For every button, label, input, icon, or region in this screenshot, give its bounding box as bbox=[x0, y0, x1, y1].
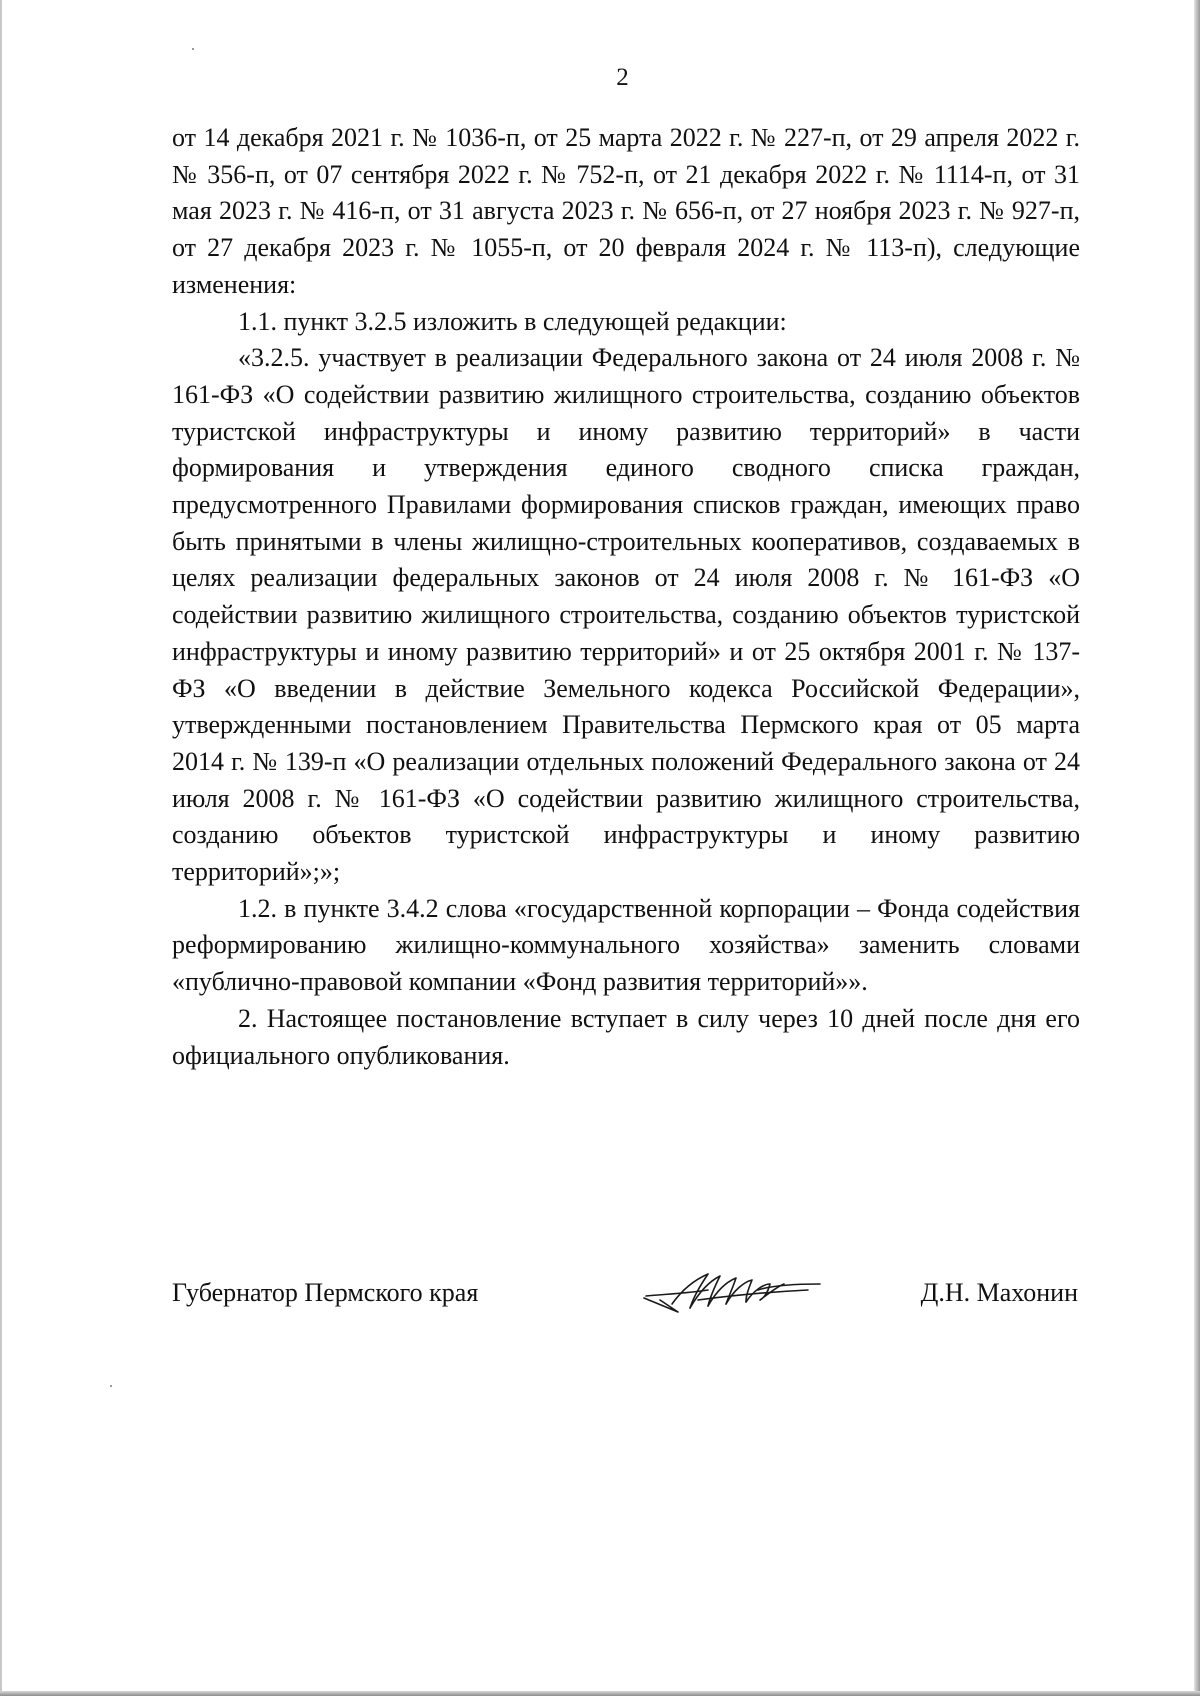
scan-speck bbox=[192, 48, 194, 50]
signatory-name: Д.Н. Махонин bbox=[920, 1278, 1078, 1307]
scan-bottom-edge bbox=[0, 1691, 1200, 1696]
signatory-title: Губернатор Пермского края bbox=[172, 1278, 479, 1307]
page-number: 2 bbox=[616, 64, 629, 91]
handwritten-signature bbox=[638, 1260, 828, 1322]
scan-speck bbox=[110, 1385, 112, 1387]
body-paragraph-clause-3-2-5: «3.2.5. участвует в реализации Федерального закона от 24 июля 2008 г. № 161-ФЗ «О содействии развитию жилищного строительства, созданию объектов туристской инфраструктуры и иному развитию территорий» в части формирования и утверждения единого сводного списка граждан, предусмотренного Правилами формирования списков граждан, имеющих право быть принятыми в члены жилищно-строительных кооперативов, создаваемых в целях реализации федеральных законов от 24 июля 2008 г. № 161-ФЗ «О содействии развитию жилищного строительства, созданию объектов туристской инфраструктуры и иному развитию территорий» и от 25 октября 2001 г. № 137-ФЗ «О введении в действие Земельного кодекса Российской Федерации», утвержденными постановлением Правительства Пермского края от 05 марта 2014 г. № 139-п «О реализации отдельных положений Федерального закона от 24 июля 2008 г. № 161-ФЗ «О содействии развитию жилищного строительства, созданию объектов туристской инфраструктуры и иному развитию территорий»;»; bbox=[172, 343, 1080, 887]
document-body bbox=[172, 120, 1080, 1074]
body-paragraph-item-1-1: 1.1. пункт 3.2.5 изложить в следующей редакции: bbox=[238, 306, 787, 336]
scan-left-edge bbox=[0, 0, 2, 1696]
body-paragraph-item-1-2: 1.2. в пункте 3.4.2 слова «государственной корпорации – Фонда содействия реформированию жилищно-коммунального хозяйства» заменить словами «публично-правовой компании «Фонд развития территорий»». bbox=[172, 893, 1080, 997]
body-paragraph-item-2: 2. Настоящее постановление вступает в силу через 10 дней после дня его официального опубликования. bbox=[172, 1003, 1080, 1070]
scan-right-edge bbox=[1194, 0, 1200, 1696]
signature-block bbox=[172, 1260, 1080, 1320]
body-paragraph-continuation: от 14 декабря 2021 г. № 1036-п, от 25 марта 2022 г. № 227-п, от 29 апреля 2022 г. № 356-п, от 07 сентября 2022 г. № 752-п, от 21 декабря 2022 г. № 1114-п, от 31 мая 2023 г. № 416-п, от 31 августа 2023 г. № 656-п, от 27 ноября 2023 г. № 927-п, от 27 декабря 2023 г. № 1055-п, от 20 февраля 2024 г. № 113-п), следующие изменения: bbox=[172, 123, 1080, 299]
